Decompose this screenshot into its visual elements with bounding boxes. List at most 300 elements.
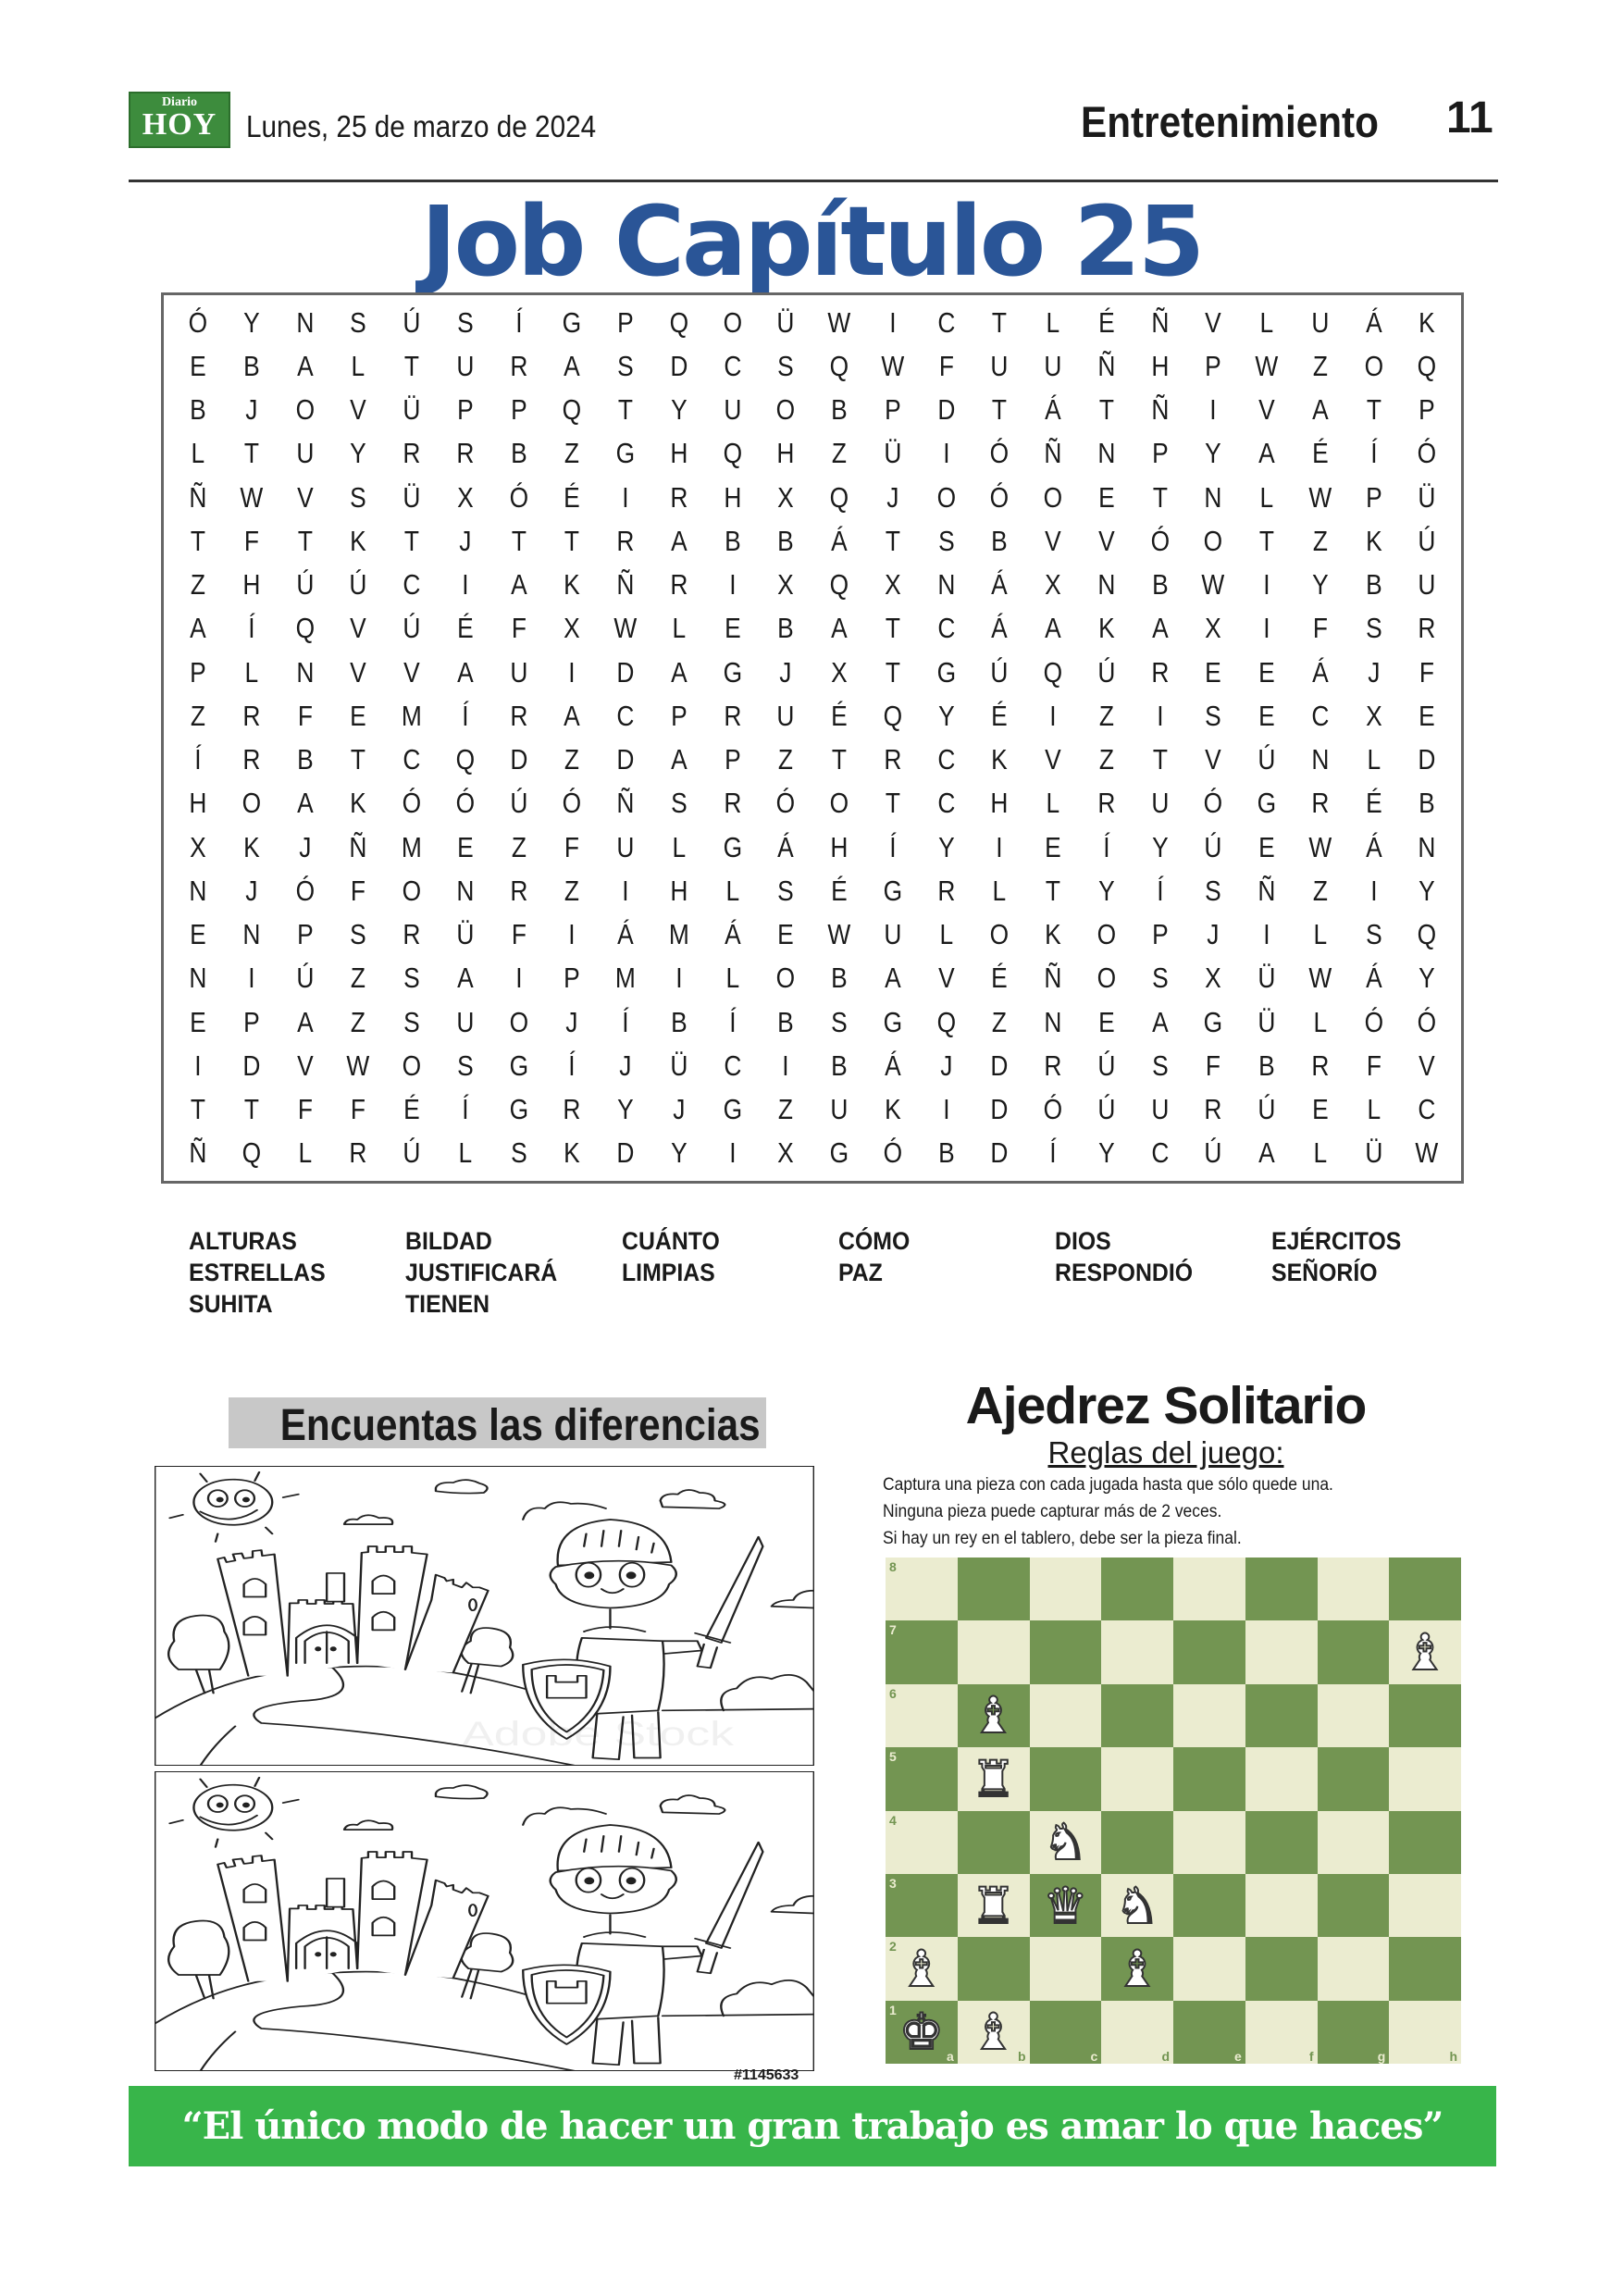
grid-letter[interactable]: P [617,305,634,339]
grid-letter[interactable]: Ó [1150,524,1170,557]
grid-letter[interactable]: C [403,568,421,602]
grid-letter[interactable]: Y [242,305,260,339]
grid-letter[interactable]: Y [617,1093,634,1126]
grid-letter[interactable]: C [936,305,955,339]
grid-letter[interactable]: F [564,830,580,863]
grid-letter[interactable]: T [511,524,527,557]
grid-letter[interactable]: P [884,393,901,427]
grid-letter[interactable]: S [456,305,474,339]
grid-letter[interactable]: S [510,1136,527,1170]
grid-letter[interactable]: X [831,655,848,689]
grid-letter[interactable]: B [1258,1049,1275,1082]
grid-letter[interactable]: S [1365,918,1382,951]
grid-letter[interactable]: Z [1312,874,1328,907]
grid-letter[interactable]: R [670,480,688,514]
grid-letter[interactable]: Z [778,1093,794,1126]
grid-letter[interactable]: J [1367,655,1380,689]
grid-letter[interactable]: G [829,1136,849,1170]
grid-letter[interactable]: R [1097,787,1116,820]
grid-letter[interactable]: A [1258,1136,1275,1170]
grid-letter[interactable]: O [936,480,956,514]
square-a2[interactable] [886,1937,958,2000]
grid-letter[interactable]: T [1152,743,1168,776]
grid-letter[interactable]: R [242,743,261,776]
grid-letter[interactable]: Ú [1097,1093,1116,1126]
grid-letter[interactable]: É [991,962,1008,995]
white-king-icon[interactable]: ♚ [898,2003,945,2062]
grid-letter[interactable]: A [296,1005,314,1038]
grid-letter[interactable]: L [725,962,739,995]
grid-letter[interactable]: G [883,874,902,907]
grid-letter[interactable]: G [509,1049,528,1082]
grid-letter[interactable]: O [509,1005,528,1038]
grid-letter[interactable]: B [190,393,206,427]
square-b6[interactable] [958,1684,1030,1747]
grid-letter[interactable]: Q [295,612,315,645]
grid-letter[interactable]: B [296,743,314,776]
grid-letter[interactable]: Ñ [1097,349,1116,382]
grid-letter[interactable]: G [883,1005,902,1038]
square-f2[interactable] [1245,1937,1318,2000]
grid-letter[interactable]: U [509,655,527,689]
grid-letter[interactable]: Z [831,437,847,470]
grid-letter[interactable]: Y [1419,962,1435,995]
grid-letter[interactable]: D [990,1093,1009,1126]
grid-letter[interactable]: Y [1311,568,1329,602]
grid-letter[interactable]: T [885,787,900,820]
grid-letter[interactable]: I [247,962,255,995]
grid-letter[interactable]: C [723,1049,741,1082]
grid-letter[interactable]: E [190,918,206,951]
grid-letter[interactable]: F [938,349,954,382]
square-d4[interactable] [1101,1811,1173,1874]
grid-letter[interactable]: A [670,743,688,776]
grid-letter[interactable]: T [1045,874,1060,907]
grid-letter[interactable]: G [936,655,956,689]
grid-letter[interactable]: N [1044,1005,1062,1038]
grid-letter[interactable]: W [827,918,851,951]
grid-letter[interactable]: A [670,655,688,689]
grid-letter[interactable]: K [1045,918,1061,951]
grid-letter[interactable]: L [1367,743,1381,776]
grid-letter[interactable]: É [1365,787,1382,820]
square-h7[interactable] [1389,1620,1461,1683]
square-h6[interactable] [1389,1684,1461,1747]
grid-letter[interactable]: A [510,568,527,602]
grid-letter[interactable]: A [564,349,580,382]
grid-letter[interactable]: Y [350,437,366,470]
grid-letter[interactable]: V [296,480,314,514]
grid-letter[interactable]: E [1205,655,1221,689]
grid-letter[interactable]: Z [1098,699,1114,732]
square-a8[interactable] [886,1558,958,1620]
grid-letter[interactable]: V [1205,305,1221,339]
grid-letter[interactable]: Ó [1417,437,1437,470]
grid-letter[interactable]: Ó [455,787,475,820]
grid-letter[interactable]: S [403,1005,420,1038]
grid-letter[interactable]: Ú [1204,1136,1222,1170]
grid-letter[interactable]: B [510,437,527,470]
grid-letter[interactable]: G [1203,1005,1223,1038]
grid-letter[interactable]: U [456,1005,475,1038]
grid-letter[interactable]: D [616,1136,635,1170]
grid-letter[interactable]: G [723,655,742,689]
grid-letter[interactable]: P [296,918,314,951]
square-e8[interactable] [1173,1558,1245,1620]
grid-letter[interactable]: B [1151,568,1169,602]
grid-letter[interactable]: Ó [989,437,1010,470]
grid-letter[interactable]: Á [724,918,741,951]
grid-letter[interactable]: X [456,480,474,514]
square-g6[interactable] [1318,1684,1390,1747]
grid-letter[interactable]: Á [991,612,1008,645]
grid-letter[interactable]: R [884,743,902,776]
grid-letter[interactable]: N [1204,480,1222,514]
grid-letter[interactable]: Y [937,830,955,863]
grid-letter[interactable]: P [1419,393,1435,427]
grid-letter[interactable]: Ó [562,787,582,820]
grid-letter[interactable]: A [1311,393,1329,427]
grid-letter[interactable]: U [456,349,475,382]
grid-letter[interactable]: U [1044,349,1062,382]
square-c4[interactable] [1030,1811,1102,1874]
grid-letter[interactable]: Ó [509,480,528,514]
grid-letter[interactable]: I [461,568,469,602]
grid-letter[interactable]: C [723,349,741,382]
grid-letter[interactable]: O [295,393,315,427]
grid-letter[interactable]: É [831,699,848,732]
grid-letter[interactable]: J [779,655,792,689]
grid-letter[interactable]: E [1258,655,1275,689]
grid-letter[interactable]: I [942,1093,950,1126]
grid-letter[interactable]: Q [883,699,902,732]
grid-letter[interactable]: H [723,480,741,514]
grid-letter[interactable]: J [619,1049,632,1082]
grid-letter[interactable]: R [509,874,527,907]
grid-letter[interactable]: Ú [1258,1093,1276,1126]
white-bishop-icon[interactable]: ♝ [898,1939,945,1998]
grid-letter[interactable]: O [1203,524,1223,557]
grid-letter[interactable]: Ú [1097,655,1116,689]
grid-letter[interactable]: L [1259,305,1274,339]
grid-letter[interactable]: K [884,1093,901,1126]
grid-letter[interactable]: B [670,1005,688,1038]
grid-letter[interactable]: L [992,874,1007,907]
grid-letter[interactable]: Á [1365,830,1382,863]
grid-letter[interactable]: G [562,305,582,339]
grid-letter[interactable]: J [939,1049,952,1082]
grid-letter[interactable]: Ü [456,918,475,951]
square-b3[interactable] [958,1874,1030,1937]
grid-letter[interactable]: I [942,437,950,470]
grid-letter[interactable]: Q [1043,655,1063,689]
grid-letter[interactable]: S [1365,612,1382,645]
grid-letter[interactable]: P [564,962,580,995]
grid-letter[interactable]: H [1150,349,1169,382]
grid-letter[interactable]: M [614,962,636,995]
grid-letter[interactable]: Á [777,830,794,863]
grid-letter[interactable]: F [511,918,527,951]
grid-letter[interactable]: L [1313,918,1327,951]
grid-letter[interactable]: V [350,655,366,689]
square-b7[interactable] [958,1620,1030,1683]
grid-letter[interactable]: J [298,830,311,863]
grid-letter[interactable]: H [990,787,1009,820]
grid-letter[interactable]: O [1096,918,1116,951]
square-e4[interactable] [1173,1811,1245,1874]
grid-letter[interactable]: P [510,393,527,427]
square-a6[interactable] [886,1684,958,1747]
grid-letter[interactable]: E [190,1005,206,1038]
square-f7[interactable] [1245,1620,1318,1683]
grid-letter[interactable]: Y [1097,1136,1115,1170]
grid-letter[interactable]: Á [831,524,848,557]
grid-letter[interactable]: T [885,524,900,557]
grid-letter[interactable]: Y [937,699,955,732]
grid-letter[interactable]: P [670,699,688,732]
grid-letter[interactable]: É [831,874,848,907]
grid-letter[interactable]: P [1205,349,1221,382]
grid-letter[interactable]: O [775,393,796,427]
square-a4[interactable] [886,1811,958,1874]
grid-letter[interactable]: Ñ [616,787,635,820]
square-g3[interactable] [1318,1874,1390,1937]
grid-letter[interactable]: U [1150,1093,1169,1126]
grid-letter[interactable]: L [672,612,686,645]
grid-letter[interactable]: P [1151,437,1169,470]
square-f3[interactable] [1245,1874,1318,1937]
white-bishop-icon[interactable]: ♝ [1402,1623,1448,1682]
white-knight-icon[interactable]: ♞ [1114,1876,1160,1935]
grid-letter[interactable]: Q [723,437,742,470]
grid-letter[interactable]: R [1150,655,1169,689]
grid-letter[interactable]: H [830,830,849,863]
square-e2[interactable] [1173,1937,1245,2000]
grid-letter[interactable]: Q [1417,918,1437,951]
grid-letter[interactable]: B [777,1005,794,1038]
grid-letter[interactable]: N [1311,743,1330,776]
square-d1[interactable] [1101,2001,1173,2064]
grid-letter[interactable]: S [350,480,366,514]
grid-letter[interactable]: W [1308,830,1332,863]
grid-letter[interactable]: I [1369,874,1378,907]
grid-letter[interactable]: Ú [403,305,421,339]
grid-letter[interactable]: V [350,393,366,427]
grid-letter[interactable]: K [564,1136,580,1170]
grid-letter[interactable]: É [456,612,474,645]
grid-letter[interactable]: J [886,480,899,514]
grid-letter[interactable]: B [831,962,848,995]
grid-letter[interactable]: Í [461,699,469,732]
grid-letter[interactable]: Z [190,568,205,602]
grid-letter[interactable]: N [1097,568,1116,602]
grid-letter[interactable]: C [616,699,635,732]
grid-letter[interactable]: J [565,1005,578,1038]
grid-letter[interactable]: Ü [403,393,421,427]
grid-letter[interactable]: H [242,568,261,602]
grid-letter[interactable]: M [401,699,422,732]
square-d6[interactable] [1101,1684,1173,1747]
grid-letter[interactable]: L [298,1136,312,1170]
grid-letter[interactable]: P [456,393,474,427]
square-b4[interactable] [958,1811,1030,1874]
square-e5[interactable] [1173,1747,1245,1810]
grid-letter[interactable]: T [885,655,900,689]
grid-letter[interactable]: É [1097,305,1115,339]
grid-letter[interactable]: Ú [403,612,421,645]
grid-letter[interactable]: N [242,918,261,951]
grid-letter[interactable]: H [670,874,688,907]
grid-letter[interactable]: X [564,612,580,645]
square-a5[interactable] [886,1747,958,1810]
grid-letter[interactable]: Ó [1364,1005,1383,1038]
grid-letter[interactable]: Í [568,1049,576,1082]
grid-letter[interactable]: P [1151,918,1169,951]
grid-letter[interactable]: X [190,830,206,863]
grid-letter[interactable]: Y [1151,830,1169,863]
grid-letter[interactable]: Ñ [1150,393,1169,427]
grid-letter[interactable]: Ñ [1044,437,1062,470]
square-e6[interactable] [1173,1684,1245,1747]
square-g5[interactable] [1318,1747,1390,1810]
grid-letter[interactable]: W [346,1049,370,1082]
square-h1[interactable] [1389,2001,1461,2064]
grid-letter[interactable]: Ü [670,1049,688,1082]
grid-letter[interactable]: R [349,1136,367,1170]
grid-letter[interactable]: E [1045,830,1061,863]
grid-letter[interactable]: N [1097,437,1116,470]
grid-letter[interactable]: É [564,480,580,514]
grid-letter[interactable]: S [777,349,794,382]
grid-letter[interactable]: Á [991,568,1008,602]
grid-letter[interactable]: H [189,787,207,820]
grid-letter[interactable]: A [1151,1005,1169,1038]
grid-letter[interactable]: Á [1045,393,1061,427]
grid-letter[interactable]: P [242,1005,260,1038]
grid-letter[interactable]: A [670,524,688,557]
grid-letter[interactable]: O [1364,349,1383,382]
grid-letter[interactable]: S [350,918,366,951]
grid-letter[interactable]: B [724,524,741,557]
grid-letter[interactable]: X [1205,612,1221,645]
grid-letter[interactable]: O [1043,480,1063,514]
square-h3[interactable] [1389,1874,1461,1937]
square-h5[interactable] [1389,1747,1461,1810]
grid-letter[interactable]: B [831,393,848,427]
grid-letter[interactable]: Z [190,699,205,732]
grid-letter[interactable]: D [990,1049,1009,1082]
grid-letter[interactable]: Z [564,874,580,907]
white-bishop-icon[interactable]: ♝ [971,2003,1016,2062]
grid-letter[interactable]: S [777,874,794,907]
grid-letter[interactable]: C [936,612,955,645]
grid-letter[interactable]: Q [562,393,582,427]
grid-letter[interactable]: A [456,962,474,995]
grid-letter[interactable]: U [616,830,635,863]
grid-letter[interactable]: W [827,305,851,339]
grid-letter[interactable]: G [723,830,742,863]
grid-letter[interactable]: F [243,524,259,557]
grid-letter[interactable]: A [1045,612,1061,645]
grid-letter[interactable]: M [401,830,422,863]
grid-letter[interactable]: L [244,655,258,689]
grid-letter[interactable]: T [885,612,900,645]
grid-letter[interactable]: J [1207,918,1220,951]
grid-letter[interactable]: Q [1417,349,1437,382]
grid-letter[interactable]: Z [351,1005,366,1038]
square-g7[interactable] [1318,1620,1390,1683]
square-c3[interactable] [1030,1874,1102,1937]
grid-letter[interactable]: A [1151,612,1169,645]
square-d2[interactable] [1101,1937,1173,2000]
grid-letter[interactable]: X [1365,699,1382,732]
grid-letter[interactable]: Ú [1097,1049,1116,1082]
grid-letter[interactable]: L [1046,787,1060,820]
grid-letter[interactable]: N [189,962,207,995]
grid-letter[interactable]: T [351,743,366,776]
grid-letter[interactable]: E [190,349,206,382]
grid-letter[interactable]: Ü [403,480,421,514]
grid-letter[interactable]: I [1209,393,1217,427]
grid-letter[interactable]: I [568,655,576,689]
grid-letter[interactable]: S [670,787,688,820]
grid-letter[interactable]: Z [992,1005,1008,1038]
grid-letter[interactable]: G [615,437,636,470]
grid-letter[interactable]: J [245,393,258,427]
grid-letter[interactable]: I [996,830,1003,863]
grid-letter[interactable]: E [1258,699,1275,732]
grid-letter[interactable]: Z [511,830,527,863]
grid-letter[interactable]: E [1097,480,1115,514]
grid-letter[interactable]: Á [884,1049,901,1082]
grid-letter[interactable]: Ó [989,480,1010,514]
square-g4[interactable] [1318,1811,1390,1874]
square-e1[interactable] [1173,2001,1245,2064]
grid-letter[interactable]: Ú [1418,524,1436,557]
grid-letter[interactable]: X [884,568,901,602]
grid-letter[interactable]: U [1311,305,1330,339]
grid-letter[interactable]: E [1419,699,1435,732]
grid-letter[interactable]: P [724,743,741,776]
grid-letter[interactable]: Z [1098,743,1114,776]
square-h2[interactable] [1389,1937,1461,2000]
grid-letter[interactable]: Í [514,305,523,339]
grid-letter[interactable]: O [775,962,796,995]
grid-letter[interactable]: L [351,349,365,382]
grid-letter[interactable]: T [297,524,313,557]
grid-letter[interactable]: L [725,874,739,907]
grid-letter[interactable]: F [297,699,313,732]
grid-letter[interactable]: L [1259,480,1274,514]
grid-letter[interactable]: S [456,1049,474,1082]
grid-letter[interactable]: L [1046,305,1060,339]
grid-letter[interactable]: B [831,1049,848,1082]
grid-letter[interactable]: A [831,612,848,645]
grid-letter[interactable]: V [937,962,955,995]
grid-letter[interactable]: N [295,305,314,339]
grid-letter[interactable]: Ó [1417,1005,1437,1038]
grid-letter[interactable]: Y [670,1136,688,1170]
square-e3[interactable] [1173,1874,1245,1937]
grid-letter[interactable]: J [459,524,472,557]
grid-letter[interactable]: Y [1419,874,1435,907]
grid-letter[interactable]: L [1367,1093,1381,1126]
grid-letter[interactable]: Z [351,962,366,995]
square-c8[interactable] [1030,1558,1102,1620]
grid-letter[interactable]: R [242,699,261,732]
grid-letter[interactable]: B [991,524,1008,557]
grid-letter[interactable]: M [668,918,689,951]
